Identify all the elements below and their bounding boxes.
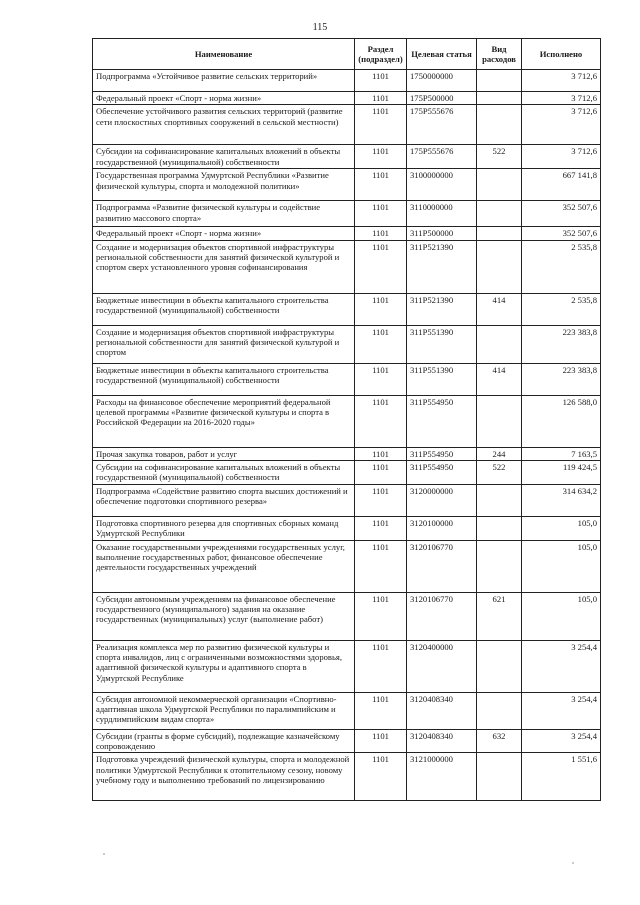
scan-speck [103, 853, 105, 855]
row-name: Субсидии на софинансирование капитальных вложений в объекты государственной (муниципальной) собственности [93, 145, 355, 169]
row-executed: 105,0 [522, 540, 601, 592]
row-article: 311P554950 [407, 395, 477, 447]
row-section: 1101 [355, 729, 407, 753]
row-section: 1101 [355, 592, 407, 640]
row-executed: 3 254,4 [522, 692, 601, 729]
row-article: 311P521390 [407, 293, 477, 325]
row-name: Прочая закупка товаров, работ и услуг [93, 447, 355, 460]
table-row [93, 92, 601, 105]
row-name: Расходы на финансовое обеспечение мероприятий федеральной целевой программы «Развитие физической культуры и спорта в Российской Федерации на 2016-2020 годы» [93, 395, 355, 447]
row-article: 311P521390 [407, 240, 477, 293]
row-article: 311P551390 [407, 363, 477, 395]
scan-speck [572, 862, 574, 864]
row-article: 175P500000 [407, 92, 477, 105]
row-executed: 119 424,5 [522, 460, 601, 484]
table-row [93, 169, 601, 201]
row-name: Государственная программа Удмуртской Республики «Развитие физической культуры, спорта и молодежной политики» [93, 169, 355, 201]
row-article: 3120106770 [407, 540, 477, 592]
table-row [93, 201, 601, 227]
row-name: Создание и модернизация объектов спортивной инфраструктуры региональной собственности для занятий физической культурой и спортом сверх установленного уровня софинансирования [93, 240, 355, 293]
table-row [93, 293, 601, 325]
row-expense-type: 632 [477, 729, 522, 753]
table-row [93, 105, 601, 145]
table-row [93, 240, 601, 293]
row-expense-type: 244 [477, 447, 522, 460]
table-row [93, 692, 601, 729]
row-name: Подпрограмма «Устойчивое развитие сельских территорий» [93, 70, 355, 92]
row-article: 3120000000 [407, 484, 477, 516]
row-article: 175P555676 [407, 105, 477, 145]
table-row [93, 729, 601, 753]
row-section: 1101 [355, 169, 407, 201]
row-name: Федеральный проект «Спорт - норма жизни» [93, 92, 355, 105]
header-executed: Исполнено [522, 39, 601, 70]
row-article: 1750000000 [407, 70, 477, 92]
row-executed: 2 535,8 [522, 293, 601, 325]
row-executed: 3 254,4 [522, 640, 601, 692]
row-expense-type [477, 240, 522, 293]
row-name: Обеспечение устойчивого развития сельских территорий (развитие сети плоскостных спортивных сооружений в сельской местности) [93, 105, 355, 145]
row-article: 3120408340 [407, 692, 477, 729]
row-name: Субсидия автономной некоммерческой организации «Спортивно-адаптивная школа Удмуртской Республики по паралимпийским и сурдлимпийским видам спорта» [93, 692, 355, 729]
row-expense-type [477, 395, 522, 447]
row-section: 1101 [355, 395, 407, 447]
row-name: Подпрограмма «Развитие физической культуры и содействие развитию массового спорта» [93, 201, 355, 227]
row-section: 1101 [355, 293, 407, 325]
row-name: Федеральный проект «Спорт - норма жизни» [93, 227, 355, 240]
row-expense-type: 621 [477, 592, 522, 640]
table-row [93, 325, 601, 363]
row-expense-type [477, 169, 522, 201]
row-expense-type [477, 105, 522, 145]
row-article: 3120100000 [407, 516, 477, 540]
row-executed: 2 535,8 [522, 240, 601, 293]
row-expense-type [477, 692, 522, 729]
row-expense-type [477, 540, 522, 592]
row-expense-type [477, 516, 522, 540]
row-expense-type [477, 70, 522, 92]
row-executed: 223 383,8 [522, 363, 601, 395]
row-name: Субсидии (гранты в форме субсидий), подлежащие казначейскому сопровождению [93, 729, 355, 753]
row-expense-type: 414 [477, 293, 522, 325]
row-article: 3120408340 [407, 729, 477, 753]
header-name: Наименование [93, 39, 355, 70]
table-row [93, 363, 601, 395]
row-executed: 105,0 [522, 592, 601, 640]
row-expense-type: 414 [477, 363, 522, 395]
table-row [93, 753, 601, 801]
table-row [93, 145, 601, 169]
row-section: 1101 [355, 363, 407, 395]
row-article: 3120400000 [407, 640, 477, 692]
row-section: 1101 [355, 201, 407, 227]
row-article: 3120106770 [407, 592, 477, 640]
row-name: Бюджетные инвестиции в объекты капитального строительства государственной (муниципальной) собственности [93, 293, 355, 325]
row-section: 1101 [355, 753, 407, 801]
row-executed: 7 163,5 [522, 447, 601, 460]
row-article: 3100000000 [407, 169, 477, 201]
table-row [93, 227, 601, 240]
row-article: 311P554950 [407, 460, 477, 484]
row-executed: 352 507,6 [522, 227, 601, 240]
row-expense-type [477, 227, 522, 240]
header-article: Целевая статья [407, 39, 477, 70]
row-section: 1101 [355, 484, 407, 516]
row-name: Создание и модернизация объектов спортивной инфраструктуры региональной собственности для занятий физической культурой и спортом [93, 325, 355, 363]
row-expense-type: 522 [477, 460, 522, 484]
row-executed: 3 712,6 [522, 92, 601, 105]
row-name: Подпрограмма «Содействие развитию спорта высших достижений и обеспечение подготовки спортивного резерва» [93, 484, 355, 516]
row-executed: 314 634,2 [522, 484, 601, 516]
row-article: 311P554950 [407, 447, 477, 460]
row-section: 1101 [355, 240, 407, 293]
table-row [93, 70, 601, 92]
row-section: 1101 [355, 325, 407, 363]
row-expense-type [477, 201, 522, 227]
row-name: Подготовка спортивного резерва для спортивных сборных команд Удмуртской Республики [93, 516, 355, 540]
row-executed: 3 712,6 [522, 145, 601, 169]
table-row [93, 540, 601, 592]
row-section: 1101 [355, 516, 407, 540]
row-article: 311P551390 [407, 325, 477, 363]
table-row [93, 460, 601, 484]
row-executed: 3 712,6 [522, 70, 601, 92]
row-expense-type: 522 [477, 145, 522, 169]
row-name: Реализация комплекса мер по развитию физической культуры и спорта инвалидов, лиц с ограниченными возможностями здоровья, адаптивной физической культуры и адаптивного спорта в Удмуртской Республике [93, 640, 355, 692]
row-executed: 126 588,0 [522, 395, 601, 447]
row-executed: 667 141,8 [522, 169, 601, 201]
row-section: 1101 [355, 540, 407, 592]
row-name: Подготовка учреждений физической культуры, спорта и молодежной политики Удмуртской Республики к отопительному сезону, новому учебному году и выполнению требований по лицензированию [93, 753, 355, 801]
row-article: 175P555676 [407, 145, 477, 169]
header-expense-type: Вид расходов [477, 39, 522, 70]
table-header-row [93, 39, 601, 70]
row-section: 1101 [355, 692, 407, 729]
row-expense-type [477, 640, 522, 692]
row-executed: 1 551,6 [522, 753, 601, 801]
row-section: 1101 [355, 640, 407, 692]
row-article: 311P500000 [407, 227, 477, 240]
row-expense-type [477, 92, 522, 105]
header-section: Раздел (подраздел) [355, 39, 407, 70]
row-section: 1101 [355, 70, 407, 92]
table-row [93, 395, 601, 447]
row-expense-type [477, 325, 522, 363]
row-article: 3110000000 [407, 201, 477, 227]
row-name: Субсидии автономным учреждениям на финансовое обеспечение государственного (муниципального) задания на оказание государственных (муниципальных) услуг (выполнение работ) [93, 592, 355, 640]
row-executed: 352 507,6 [522, 201, 601, 227]
row-article: 3121000000 [407, 753, 477, 801]
table-row [93, 447, 601, 460]
table-row [93, 484, 601, 516]
row-section: 1101 [355, 92, 407, 105]
row-section: 1101 [355, 105, 407, 145]
table-row [93, 592, 601, 640]
row-executed: 3 712,6 [522, 105, 601, 145]
row-expense-type [477, 484, 522, 516]
row-executed: 3 254,4 [522, 729, 601, 753]
row-section: 1101 [355, 447, 407, 460]
table-row [93, 640, 601, 692]
row-executed: 105,0 [522, 516, 601, 540]
row-name: Субсидии на софинансирование капитальных вложений в объекты государственной (муниципальной) собственности [93, 460, 355, 484]
row-name: Оказание государственными учреждениями государственных услуг, выполнение государственных работ, финансовое обеспечение деятельности государственных учреждений [93, 540, 355, 592]
page-number: 115 [312, 22, 328, 33]
table-row [93, 516, 601, 540]
row-name: Бюджетные инвестиции в объекты капитального строительства государственной (муниципальной) собственности [93, 363, 355, 395]
budget-execution-table [92, 38, 601, 801]
row-section: 1101 [355, 460, 407, 484]
row-expense-type [477, 753, 522, 801]
row-executed: 223 383,8 [522, 325, 601, 363]
row-section: 1101 [355, 145, 407, 169]
row-section: 1101 [355, 227, 407, 240]
